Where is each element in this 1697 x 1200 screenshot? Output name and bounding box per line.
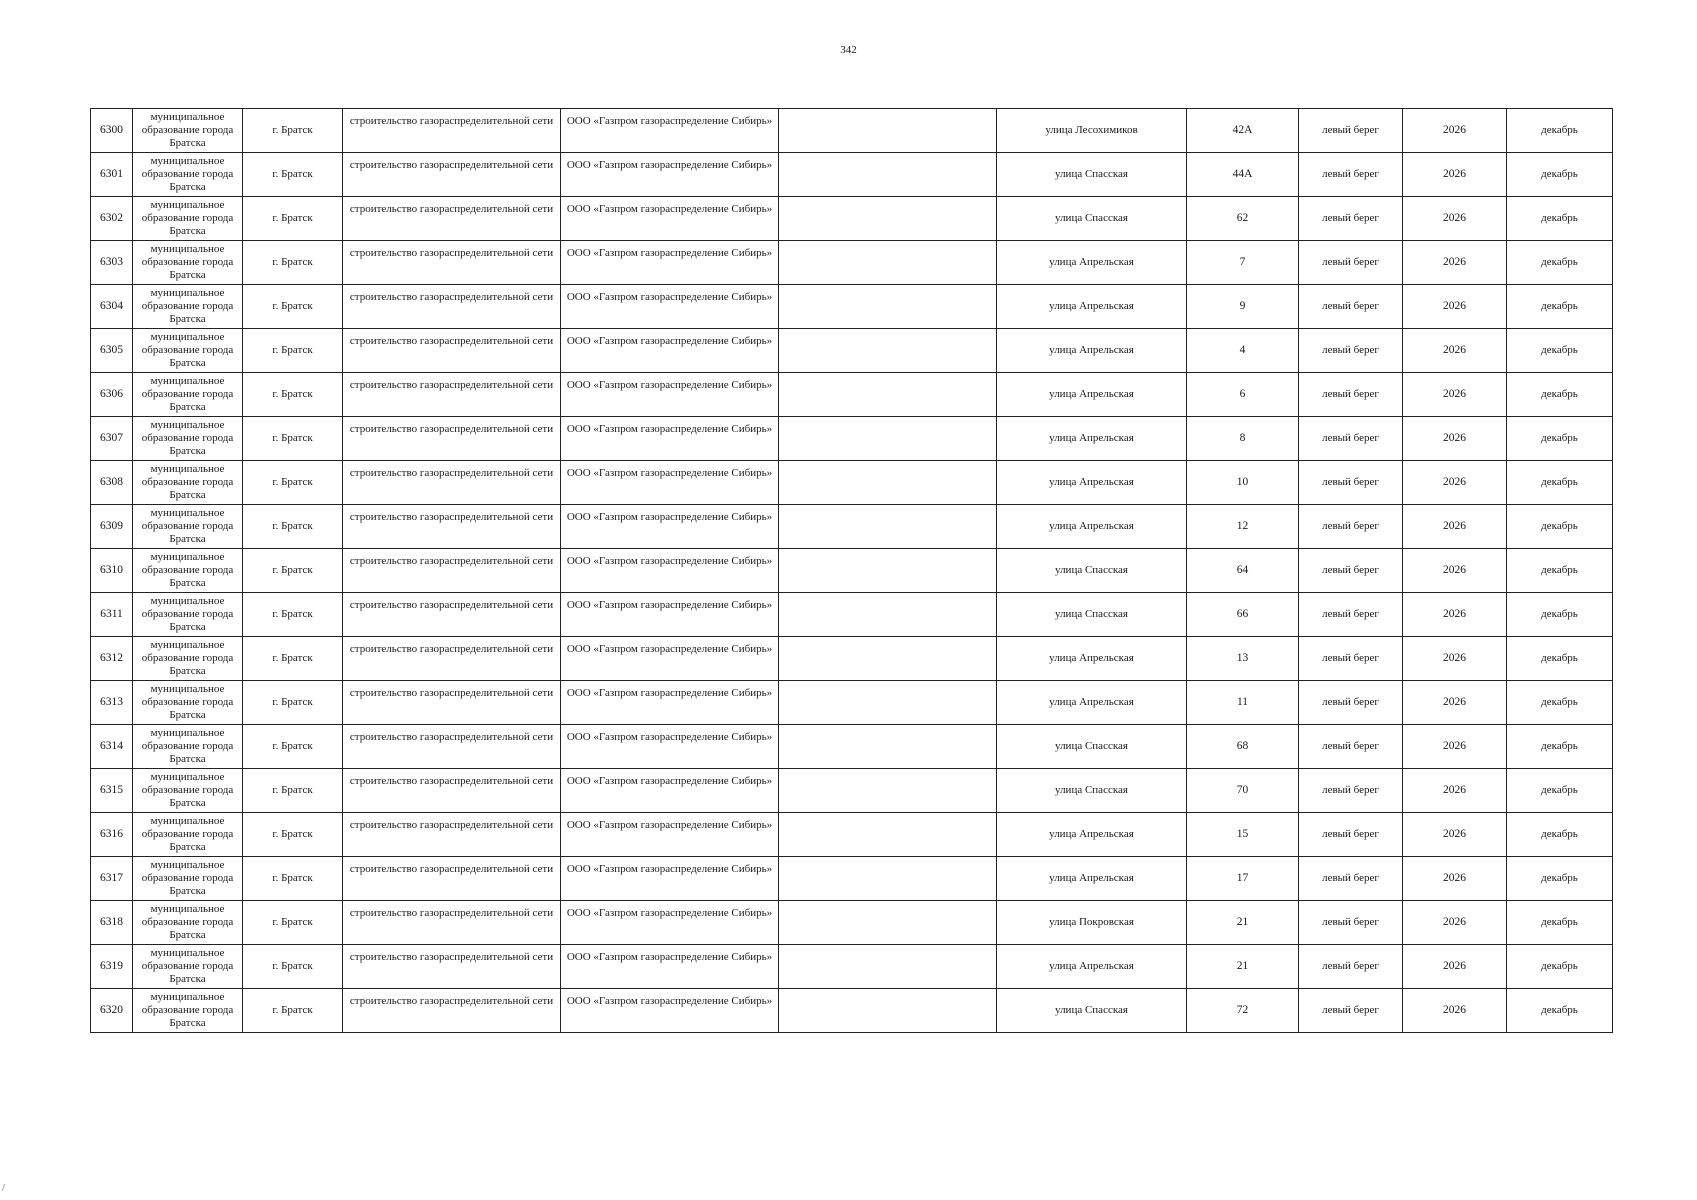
year-cell: 2026 [1403, 417, 1507, 461]
month-cell: декабрь [1507, 901, 1613, 945]
organization-cell: ООО «Газпром газораспределение Сибирь» [561, 945, 779, 989]
street-cell: улица Апрельская [997, 417, 1187, 461]
year-cell: 2026 [1403, 197, 1507, 241]
table-row [91, 197, 1613, 241]
work-type-cell: строительство газораспределительной сети [343, 725, 561, 769]
city-cell: г. Братск [243, 505, 343, 549]
month-cell: декабрь [1507, 109, 1613, 153]
house-number-cell: 9 [1187, 285, 1299, 329]
row-number-cell: 6307 [91, 417, 133, 461]
municipality-cell: муниципальное образование города Братска [133, 857, 243, 901]
table-row [91, 857, 1613, 901]
empty-cell [779, 329, 997, 373]
city-cell: г. Братск [243, 989, 343, 1033]
work-type-cell: строительство газораспределительной сети [343, 461, 561, 505]
street-cell: улица Спасская [997, 593, 1187, 637]
empty-cell [779, 725, 997, 769]
work-type-cell: строительство газораспределительной сети [343, 241, 561, 285]
city-cell: г. Братск [243, 285, 343, 329]
empty-cell [779, 417, 997, 461]
work-type-cell: строительство газораспределительной сети [343, 373, 561, 417]
work-type-cell: строительство газораспределительной сети [343, 989, 561, 1033]
row-number-cell: 6318 [91, 901, 133, 945]
work-type-cell: строительство газораспределительной сети [343, 681, 561, 725]
house-number-cell: 21 [1187, 901, 1299, 945]
organization-cell: ООО «Газпром газораспределение Сибирь» [561, 197, 779, 241]
empty-cell [779, 945, 997, 989]
city-cell: г. Братск [243, 725, 343, 769]
row-number-cell: 6309 [91, 505, 133, 549]
organization-cell: ООО «Газпром газораспределение Сибирь» [561, 593, 779, 637]
house-number-cell: 8 [1187, 417, 1299, 461]
table-row [91, 109, 1613, 153]
table-row [91, 681, 1613, 725]
river-bank-cell: левый берег [1299, 505, 1403, 549]
row-number-cell: 6304 [91, 285, 133, 329]
work-type-cell: строительство газораспределительной сети [343, 109, 561, 153]
city-cell: г. Братск [243, 813, 343, 857]
month-cell: декабрь [1507, 505, 1613, 549]
year-cell: 2026 [1403, 637, 1507, 681]
row-number-cell: 6316 [91, 813, 133, 857]
house-number-cell: 66 [1187, 593, 1299, 637]
municipality-cell: муниципальное образование города Братска [133, 681, 243, 725]
street-cell: улица Спасская [997, 769, 1187, 813]
year-cell: 2026 [1403, 593, 1507, 637]
street-cell: улица Апрельская [997, 945, 1187, 989]
organization-cell: ООО «Газпром газораспределение Сибирь» [561, 109, 779, 153]
table-row [91, 153, 1613, 197]
river-bank-cell: левый берег [1299, 153, 1403, 197]
city-cell: г. Братск [243, 153, 343, 197]
city-cell: г. Братск [243, 549, 343, 593]
organization-cell: ООО «Газпром газораспределение Сибирь» [561, 417, 779, 461]
organization-cell: ООО «Газпром газораспределение Сибирь» [561, 549, 779, 593]
empty-cell [779, 593, 997, 637]
work-type-cell: строительство газораспределительной сети [343, 593, 561, 637]
municipality-cell: муниципальное образование города Братска [133, 593, 243, 637]
municipality-cell: муниципальное образование города Братска [133, 373, 243, 417]
house-number-cell: 42А [1187, 109, 1299, 153]
street-cell: улица Покровская [997, 901, 1187, 945]
municipality-cell: муниципальное образование города Братска [133, 285, 243, 329]
river-bank-cell: левый берег [1299, 329, 1403, 373]
organization-cell: ООО «Газпром газораспределение Сибирь» [561, 989, 779, 1033]
municipality-cell: муниципальное образование города Братска [133, 769, 243, 813]
row-number-cell: 6308 [91, 461, 133, 505]
month-cell: декабрь [1507, 593, 1613, 637]
year-cell: 2026 [1403, 769, 1507, 813]
street-cell: улица Лесохимиков [997, 109, 1187, 153]
organization-cell: ООО «Газпром газораспределение Сибирь» [561, 329, 779, 373]
year-cell: 2026 [1403, 153, 1507, 197]
month-cell: декабрь [1507, 725, 1613, 769]
row-number-cell: 6315 [91, 769, 133, 813]
row-number-cell: 6317 [91, 857, 133, 901]
work-type-cell: строительство газораспределительной сети [343, 549, 561, 593]
row-number-cell: 6310 [91, 549, 133, 593]
month-cell: декабрь [1507, 241, 1613, 285]
river-bank-cell: левый берег [1299, 945, 1403, 989]
street-cell: улица Апрельская [997, 857, 1187, 901]
river-bank-cell: левый берег [1299, 241, 1403, 285]
row-number-cell: 6312 [91, 637, 133, 681]
empty-cell [779, 989, 997, 1033]
house-number-cell: 6 [1187, 373, 1299, 417]
street-cell: улица Апрельская [997, 285, 1187, 329]
organization-cell: ООО «Газпром газораспределение Сибирь» [561, 241, 779, 285]
city-cell: г. Братск [243, 681, 343, 725]
month-cell: декабрь [1507, 769, 1613, 813]
river-bank-cell: левый берег [1299, 197, 1403, 241]
house-number-cell: 72 [1187, 989, 1299, 1033]
work-type-cell: строительство газораспределительной сети [343, 901, 561, 945]
work-type-cell: строительство газораспределительной сети [343, 813, 561, 857]
year-cell: 2026 [1403, 681, 1507, 725]
row-number-cell: 6301 [91, 153, 133, 197]
table-row [91, 417, 1613, 461]
month-cell: декабрь [1507, 857, 1613, 901]
city-cell: г. Братск [243, 593, 343, 637]
city-cell: г. Братск [243, 417, 343, 461]
river-bank-cell: левый берег [1299, 461, 1403, 505]
organization-cell: ООО «Газпром газораспределение Сибирь» [561, 285, 779, 329]
river-bank-cell: левый берег [1299, 109, 1403, 153]
month-cell: декабрь [1507, 681, 1613, 725]
house-number-cell: 64 [1187, 549, 1299, 593]
house-number-cell: 7 [1187, 241, 1299, 285]
organization-cell: ООО «Газпром газораспределение Сибирь» [561, 901, 779, 945]
table-row [91, 989, 1613, 1033]
municipality-cell: муниципальное образование города Братска [133, 329, 243, 373]
empty-cell [779, 153, 997, 197]
month-cell: декабрь [1507, 549, 1613, 593]
row-number-cell: 6302 [91, 197, 133, 241]
house-number-cell: 62 [1187, 197, 1299, 241]
page-number: 342 [840, 44, 857, 56]
street-cell: улица Апрельская [997, 241, 1187, 285]
city-cell: г. Братск [243, 197, 343, 241]
city-cell: г. Братск [243, 857, 343, 901]
river-bank-cell: левый берег [1299, 857, 1403, 901]
city-cell: г. Братск [243, 373, 343, 417]
river-bank-cell: левый берег [1299, 593, 1403, 637]
table-row [91, 593, 1613, 637]
month-cell: декабрь [1507, 329, 1613, 373]
organization-cell: ООО «Газпром газораспределение Сибирь» [561, 461, 779, 505]
empty-cell [779, 901, 997, 945]
table-row [91, 461, 1613, 505]
municipality-cell: муниципальное образование города Братска [133, 989, 243, 1033]
work-type-cell: строительство газораспределительной сети [343, 197, 561, 241]
house-number-cell: 68 [1187, 725, 1299, 769]
margin-mark: / [2, 1183, 5, 1194]
empty-cell [779, 373, 997, 417]
city-cell: г. Братск [243, 109, 343, 153]
organization-cell: ООО «Газпром газораспределение Сибирь» [561, 637, 779, 681]
work-type-cell: строительство газораспределительной сети [343, 153, 561, 197]
city-cell: г. Братск [243, 329, 343, 373]
year-cell: 2026 [1403, 725, 1507, 769]
municipality-cell: муниципальное образование города Братска [133, 637, 243, 681]
city-cell: г. Братск [243, 769, 343, 813]
river-bank-cell: левый берег [1299, 725, 1403, 769]
street-cell: улица Апрельская [997, 637, 1187, 681]
street-cell: улица Апрельская [997, 505, 1187, 549]
organization-cell: ООО «Газпром газораспределение Сибирь» [561, 857, 779, 901]
table-row [91, 945, 1613, 989]
empty-cell [779, 109, 997, 153]
year-cell: 2026 [1403, 945, 1507, 989]
street-cell: улица Апрельская [997, 681, 1187, 725]
municipality-cell: муниципальное образование города Братска [133, 505, 243, 549]
month-cell: декабрь [1507, 945, 1613, 989]
row-number-cell: 6311 [91, 593, 133, 637]
year-cell: 2026 [1403, 813, 1507, 857]
municipality-cell: муниципальное образование города Братска [133, 945, 243, 989]
empty-cell [779, 769, 997, 813]
river-bank-cell: левый берег [1299, 813, 1403, 857]
street-cell: улица Спасская [997, 153, 1187, 197]
empty-cell [779, 505, 997, 549]
municipality-cell: муниципальное образование города Братска [133, 241, 243, 285]
empty-cell [779, 549, 997, 593]
municipality-cell: муниципальное образование города Братска [133, 197, 243, 241]
street-cell: улица Апрельская [997, 813, 1187, 857]
year-cell: 2026 [1403, 989, 1507, 1033]
street-cell: улица Апрельская [997, 329, 1187, 373]
house-number-cell: 11 [1187, 681, 1299, 725]
house-number-cell: 10 [1187, 461, 1299, 505]
table-row [91, 813, 1613, 857]
year-cell: 2026 [1403, 857, 1507, 901]
municipality-cell: муниципальное образование города Братска [133, 109, 243, 153]
table-row [91, 329, 1613, 373]
row-number-cell: 6313 [91, 681, 133, 725]
city-cell: г. Братск [243, 241, 343, 285]
month-cell: декабрь [1507, 637, 1613, 681]
house-number-cell: 12 [1187, 505, 1299, 549]
street-cell: улица Спасская [997, 549, 1187, 593]
river-bank-cell: левый берег [1299, 417, 1403, 461]
street-cell: улица Спасская [997, 989, 1187, 1033]
municipality-cell: муниципальное образование города Братска [133, 417, 243, 461]
row-number-cell: 6319 [91, 945, 133, 989]
city-cell: г. Братск [243, 637, 343, 681]
work-type-cell: строительство газораспределительной сети [343, 637, 561, 681]
row-number-cell: 6300 [91, 109, 133, 153]
river-bank-cell: левый берег [1299, 373, 1403, 417]
house-number-cell: 4 [1187, 329, 1299, 373]
year-cell: 2026 [1403, 461, 1507, 505]
river-bank-cell: левый берег [1299, 769, 1403, 813]
organization-cell: ООО «Газпром газораспределение Сибирь» [561, 373, 779, 417]
work-type-cell: строительство газораспределительной сети [343, 417, 561, 461]
work-type-cell: строительство газораспределительной сети [343, 945, 561, 989]
work-type-cell: строительство газораспределительной сети [343, 857, 561, 901]
table-row [91, 901, 1613, 945]
empty-cell [779, 681, 997, 725]
work-type-cell: строительство газораспределительной сети [343, 505, 561, 549]
month-cell: декабрь [1507, 285, 1613, 329]
year-cell: 2026 [1403, 549, 1507, 593]
street-cell: улица Спасская [997, 197, 1187, 241]
work-type-cell: строительство газораспределительной сети [343, 329, 561, 373]
river-bank-cell: левый берег [1299, 989, 1403, 1033]
street-cell: улица Апрельская [997, 373, 1187, 417]
house-number-cell: 21 [1187, 945, 1299, 989]
city-cell: г. Братск [243, 945, 343, 989]
work-type-cell: строительство газораспределительной сети [343, 769, 561, 813]
year-cell: 2026 [1403, 109, 1507, 153]
municipality-cell: муниципальное образование города Братска [133, 153, 243, 197]
street-cell: улица Апрельская [997, 461, 1187, 505]
empty-cell [779, 461, 997, 505]
row-number-cell: 6320 [91, 989, 133, 1033]
empty-cell [779, 813, 997, 857]
empty-cell [779, 637, 997, 681]
municipality-cell: муниципальное образование города Братска [133, 461, 243, 505]
row-number-cell: 6305 [91, 329, 133, 373]
row-number-cell: 6303 [91, 241, 133, 285]
table-row [91, 505, 1613, 549]
organization-cell: ООО «Газпром газораспределение Сибирь» [561, 769, 779, 813]
year-cell: 2026 [1403, 241, 1507, 285]
year-cell: 2026 [1403, 505, 1507, 549]
year-cell: 2026 [1403, 329, 1507, 373]
river-bank-cell: левый берег [1299, 285, 1403, 329]
month-cell: декабрь [1507, 989, 1613, 1033]
year-cell: 2026 [1403, 373, 1507, 417]
empty-cell [779, 241, 997, 285]
organization-cell: ООО «Газпром газораспределение Сибирь» [561, 725, 779, 769]
empty-cell [779, 857, 997, 901]
month-cell: декабрь [1507, 417, 1613, 461]
table-row [91, 285, 1613, 329]
house-number-cell: 13 [1187, 637, 1299, 681]
year-cell: 2026 [1403, 285, 1507, 329]
house-number-cell: 15 [1187, 813, 1299, 857]
table-row [91, 637, 1613, 681]
organization-cell: ООО «Газпром газораспределение Сибирь» [561, 505, 779, 549]
work-type-cell: строительство газораспределительной сети [343, 285, 561, 329]
city-cell: г. Братск [243, 901, 343, 945]
municipality-cell: муниципальное образование города Братска [133, 901, 243, 945]
river-bank-cell: левый берег [1299, 549, 1403, 593]
month-cell: декабрь [1507, 373, 1613, 417]
table-row [91, 549, 1613, 593]
row-number-cell: 6306 [91, 373, 133, 417]
month-cell: декабрь [1507, 153, 1613, 197]
table-row [91, 769, 1613, 813]
organization-cell: ООО «Газпром газораспределение Сибирь» [561, 153, 779, 197]
empty-cell [779, 285, 997, 329]
river-bank-cell: левый берег [1299, 681, 1403, 725]
house-number-cell: 17 [1187, 857, 1299, 901]
month-cell: декабрь [1507, 461, 1613, 505]
river-bank-cell: левый берег [1299, 637, 1403, 681]
municipality-cell: муниципальное образование города Братска [133, 725, 243, 769]
organization-cell: ООО «Газпром газораспределение Сибирь» [561, 681, 779, 725]
municipality-cell: муниципальное образование города Братска [133, 549, 243, 593]
row-number-cell: 6314 [91, 725, 133, 769]
table-row [91, 373, 1613, 417]
river-bank-cell: левый берег [1299, 901, 1403, 945]
table-row [91, 725, 1613, 769]
empty-cell [779, 197, 997, 241]
house-number-cell: 70 [1187, 769, 1299, 813]
municipality-cell: муниципальное образование города Братска [133, 813, 243, 857]
house-number-cell: 44А [1187, 153, 1299, 197]
city-cell: г. Братск [243, 461, 343, 505]
month-cell: декабрь [1507, 197, 1613, 241]
year-cell: 2026 [1403, 901, 1507, 945]
month-cell: декабрь [1507, 813, 1613, 857]
gas-network-table [90, 108, 1613, 1033]
organization-cell: ООО «Газпром газораспределение Сибирь» [561, 813, 779, 857]
street-cell: улица Спасская [997, 725, 1187, 769]
table-row [91, 241, 1613, 285]
